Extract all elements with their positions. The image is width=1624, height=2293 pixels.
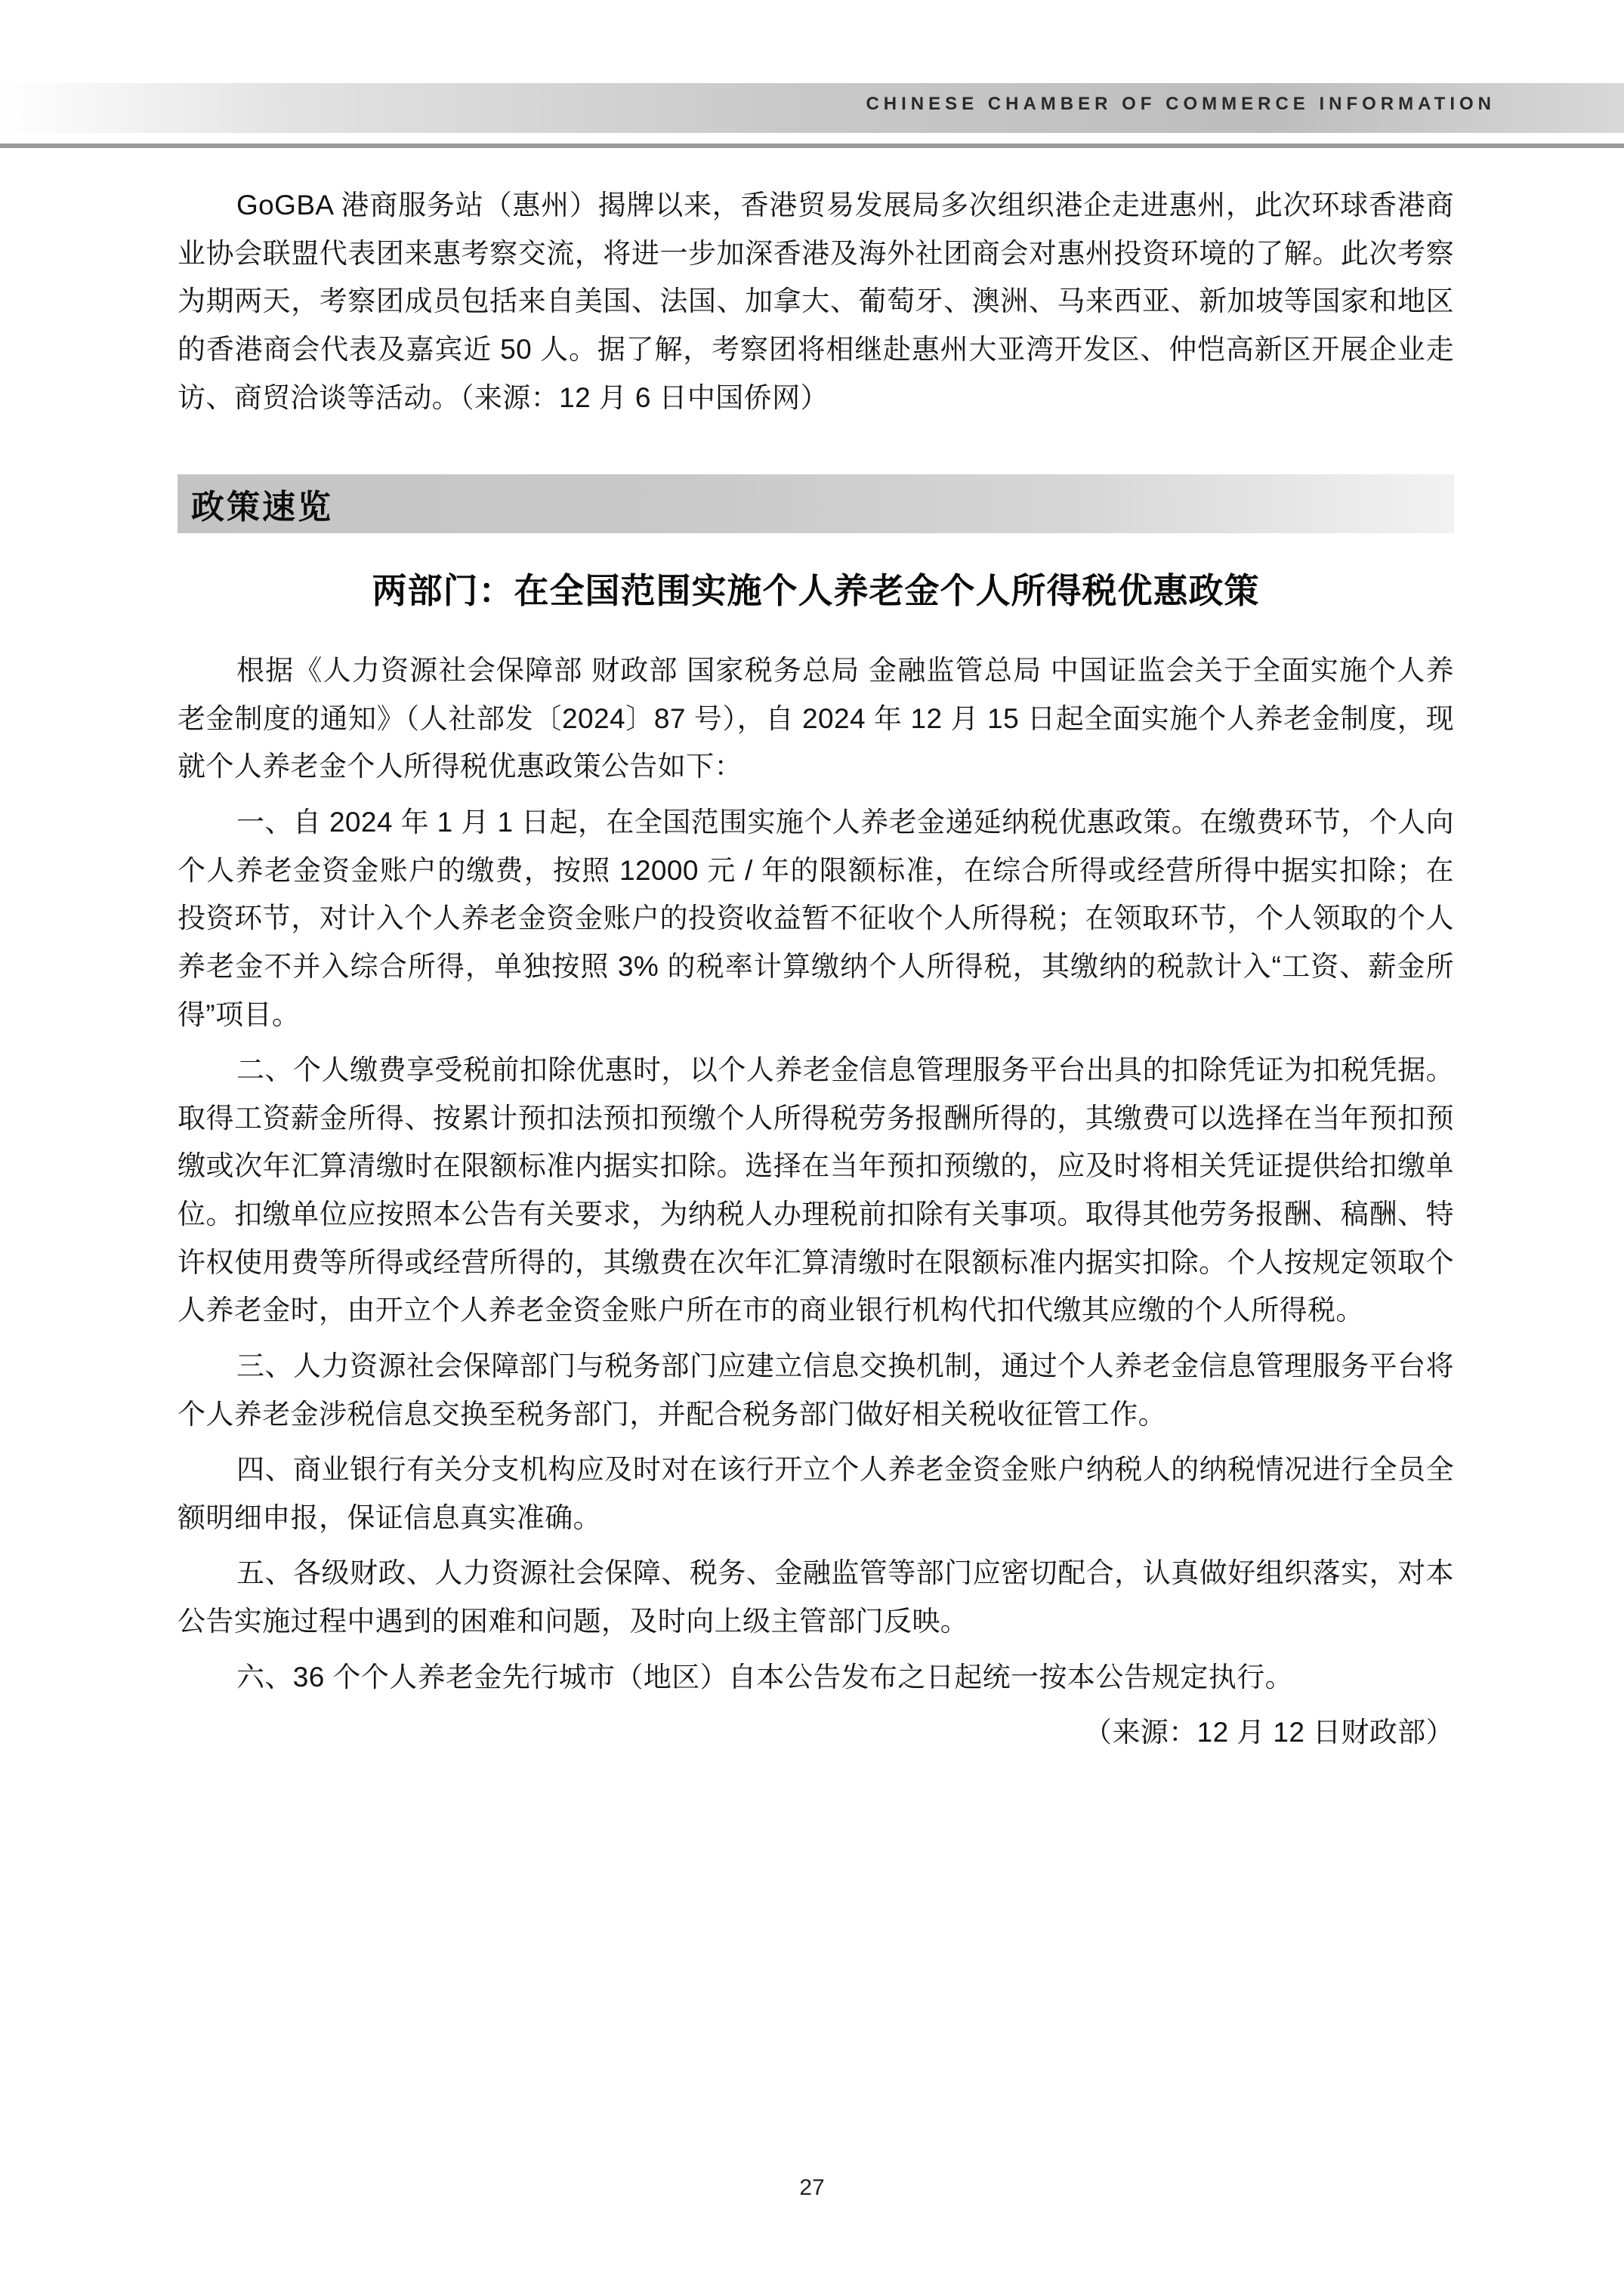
header-divider-rule	[0, 144, 1624, 148]
section-banner-label: 政策速览	[191, 488, 333, 527]
lead-paragraph: GoGBA 港商服务站（惠州）揭牌以来，香港贸易发展局多次组织港企走进惠州，此次环球香港商业协会联盟代表团来惠考察交流，将进一步加深香港及海外社团商会对惠州投资环境的了解。此次考察为期两天，考察团成员包括来自美国、法国、加拿大、葡萄牙、澳洲、马来西亚、新加坡等国家和地区的香港商会代表及嘉宾近 50 人。据了解，考察团将相继赴惠州大亚湾开发区、仲恺高新区开展企业走访、商贸洽谈等活动。（来源：12 月 6 日中国侨网）	[178, 190, 1454, 413]
article-paragraph-4: 三、人力资源社会保障部门与税务部门应建立信息交换机制，通过个人养老金信息管理服务平台将个人养老金涉税信息交换至税务部门，并配合税务部门做好相关税收征管工作。	[178, 1350, 1454, 1430]
running-header-title: CHINESE CHAMBER OF COMMERCE INFORMATION	[866, 94, 1496, 114]
article-title: 两部门：在全国范围实施个人养老金个人所得税优惠政策	[372, 571, 1260, 611]
page-content	[178, 181, 1454, 1764]
article-paragraph-3: 二、个人缴费享受税前扣除优惠时，以个人养老金信息管理服务平台出具的扣除凭证为扣税凭据。取得工资薪金所得、按累计预扣法预扣预缴个人所得税劳务报酬所得的，其缴费可以选择在当年预扣预缴或次年汇算清缴时在限额标准内据实扣除。选择在当年预扣预缴的，应及时将相关凭证提供给扣缴单位。扣缴单位应按照本公告有关要求，为纳税人办理税前扣除有关事项。取得其他劳务报酬、稿酬、特许权使用费等所得或经营所得的，其缴费在次年汇算清缴时在限额标准内据实扣除。个人按规定领取个人养老金时，由开立个人养老金资金账户所在市的商业银行机构代扣代缴其应缴的个人所得税。	[178, 1054, 1454, 1326]
article-source: （来源：12 月 12 日财政部）	[1084, 1717, 1454, 1748]
article-paragraph-5: 四、商业银行有关分支机构应及时对在该行开立个人养老金资金账户纳税人的纳税情况进行全员全额明细申报，保证信息真实准确。	[178, 1454, 1454, 1533]
article-paragraph-7: 六、36 个个人养老金先行城市（地区）自本公告发布之日起统一按本公告规定执行。	[236, 1661, 1294, 1693]
article-paragraph-2: 一、自 2024 年 1 月 1 日起，在全国范围实施个人养老金递延纳税优惠政策。在缴费环节，个人向个人养老金资金账户的缴费，按照 12000 元 / 年的限额标准，在综合所得或经营所得中据实扣除；在投资环节，对计入个人养老金资金账户的投资收益暂不征收个人所得税；在领取环节，个人领取的个人养老金不并入综合所得，单独按照 3% 的税率计算缴纳个人所得税，其缴纳的税款计入“工资、薪金所得”项目。	[178, 807, 1454, 1030]
lead-article	[178, 181, 1454, 421]
article-paragraph-6: 五、各级财政、人力资源社会保障、税务、金融监管等部门应密切配合，认真做好组织落实，对本公告实施过程中遇到的困难和问题，及时向上级主管部门反映。	[178, 1557, 1454, 1637]
article-paragraph-1: 根据《人力资源社会保障部 财政部 国家税务总局 金融监管总局 中国证监会关于全面实施个人养老金制度的通知》（人社部发〔2024〕87 号），自 2024 年 12 月 15 日起全面实施个人养老金制度，现就个人养老金个人所得税优惠政策公告如下：	[178, 655, 1454, 782]
section-banner	[178, 474, 1454, 533]
page-number: 27	[799, 2175, 825, 2200]
